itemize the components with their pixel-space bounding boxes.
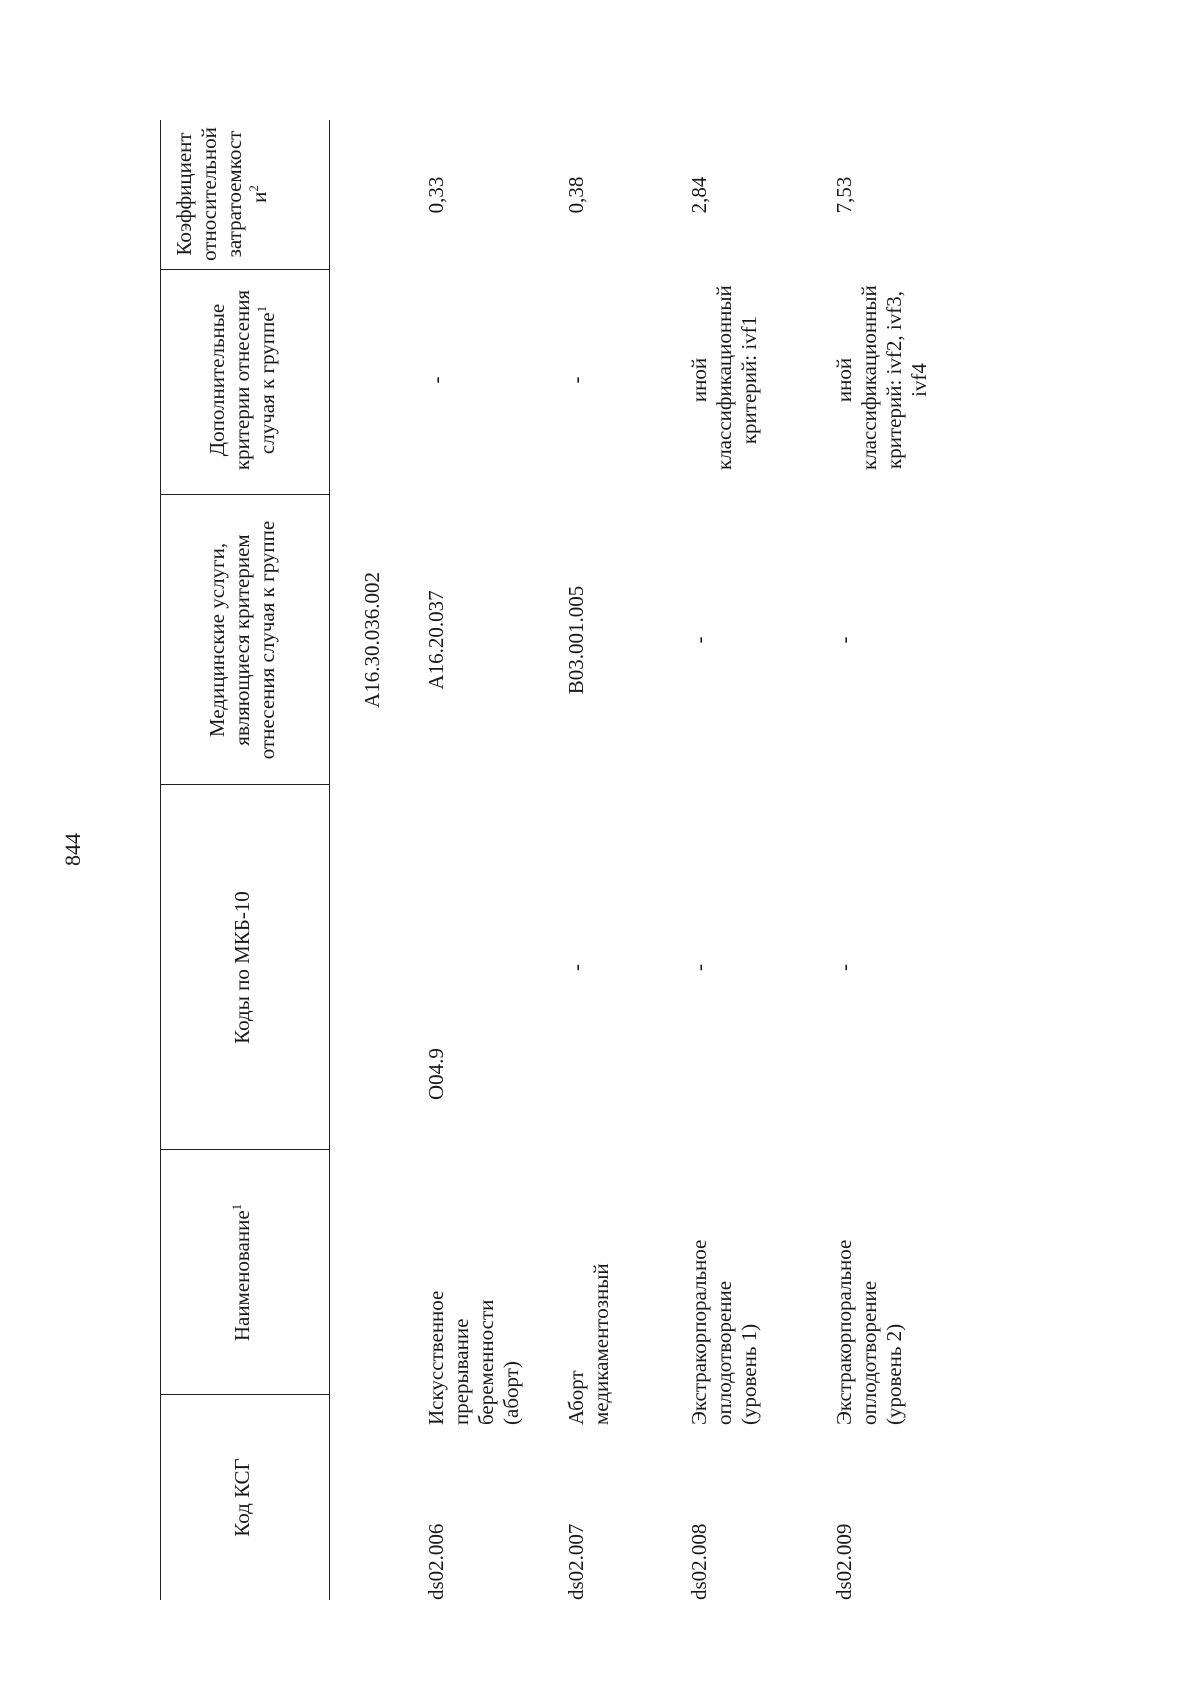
header-criteria: Дополнительные критерии отнесения случая к группе$^1$ [205, 289, 279, 471]
row-code: ds02.008 [687, 1523, 711, 1600]
row-services: B03.001.005 [564, 585, 588, 695]
row-services: - [832, 636, 856, 644]
row-mkb: - [564, 964, 588, 971]
header-bottom-border [329, 120, 330, 1600]
table-top-border [160, 120, 161, 1600]
header-services: Медицинские услуги, являющиеся критерием отнесения случая к группе [205, 520, 279, 760]
row-code: ds02.006 [424, 1523, 448, 1600]
row-name: Аборт медикаментозный [564, 1263, 613, 1425]
row-services: - [687, 636, 711, 644]
extra-service: A16.30.036.002 [360, 572, 384, 708]
header-coefficient: Коэффициент относительной затратоемкости$^2$ [172, 127, 271, 261]
row-name: Экстракорпоральное оплодотворение (уровень 1) [687, 1239, 761, 1425]
row-criteria: иной классификационный критерий: ivf1 [687, 285, 761, 470]
row-mkb: - [687, 964, 711, 971]
row-criteria: иной классификационный критерий: ivf2, ivf3, ivf4 [832, 285, 931, 470]
row-criteria: - [424, 376, 448, 384]
row-coefficient: 7,53 [832, 176, 856, 214]
row-coefficient: 0,38 [564, 176, 588, 214]
header-separator [160, 269, 329, 270]
header-code: Код КСГ [230, 1458, 254, 1537]
row-coefficient: 2,84 [687, 176, 711, 214]
row-code: ds02.007 [564, 1523, 588, 1600]
data-table [160, 120, 930, 1600]
header-name: Наименование$^1$ [229, 1203, 254, 1342]
row-criteria: - [564, 376, 588, 384]
row-mkb: - [832, 964, 856, 971]
header-mkb: Коды по МКБ-10 [230, 891, 254, 1044]
row-name: Экстракорпоральное оплодотворение (уровень 2) [832, 1239, 906, 1425]
row-code: ds02.009 [832, 1523, 856, 1600]
row-services: A16.20.037 [424, 590, 448, 690]
row-mkb: O04.9 [424, 1048, 448, 1100]
row-name: Искусственное прерывание беременности (аборт) [424, 1290, 523, 1425]
page-number: 844 [60, 833, 85, 866]
row-coefficient: 0,33 [424, 176, 448, 214]
